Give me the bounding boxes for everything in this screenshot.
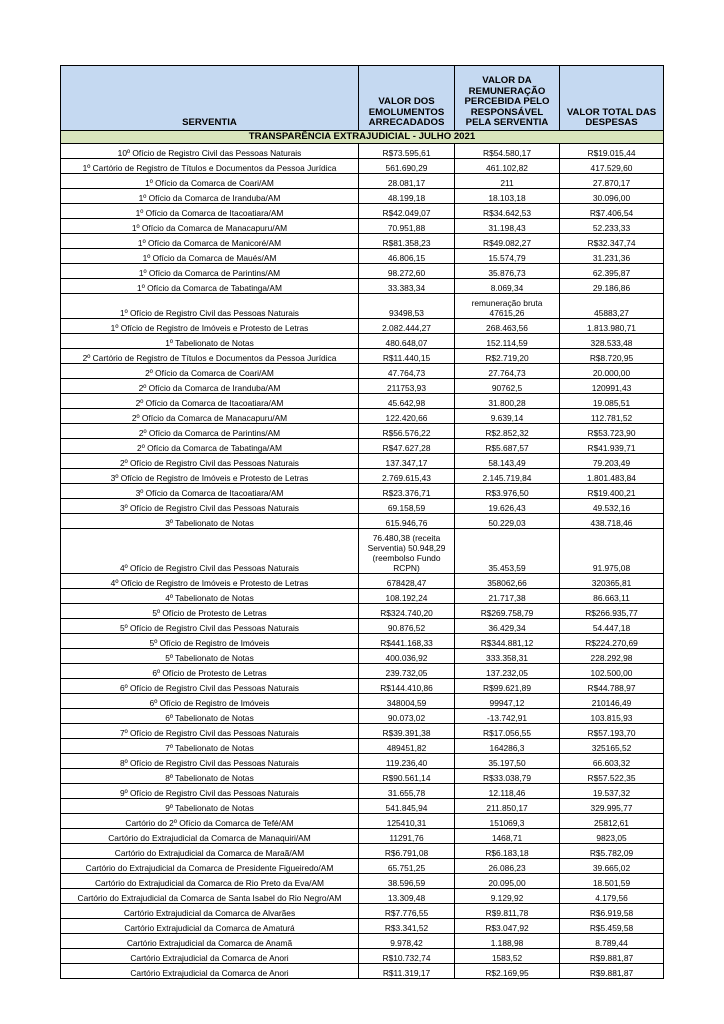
cell-remuneracao: 1.188,98 (455, 934, 560, 949)
cell-remuneracao: 19.626,43 (455, 499, 560, 514)
cell-remuneracao: 1583,52 (455, 949, 560, 964)
table-row (61, 364, 664, 379)
header-despesas: VALOR TOTAL DAS DESPESAS (560, 66, 664, 131)
table-row (61, 379, 664, 394)
cell-serventia: Cartório Extrajudicial da Comarca de Anori (61, 949, 359, 964)
cell-despesas: R$57.522,35 (560, 769, 664, 784)
cell-emolumentos: 31.655,78 (359, 784, 455, 799)
cell-remuneracao: 137.232,05 (455, 664, 560, 679)
cell-despesas: 210146,49 (560, 694, 664, 709)
cell-serventia: Cartório Extrajudicial da Comarca de Amaturá (61, 919, 359, 934)
table-row (61, 424, 664, 439)
table-row (61, 919, 664, 934)
cell-emolumentos: R$11.319,17 (359, 964, 455, 979)
cell-despesas: 120991,43 (560, 379, 664, 394)
cell-remuneracao: 31.198,43 (455, 219, 560, 234)
table-row (61, 664, 664, 679)
cell-emolumentos: R$81.358,23 (359, 234, 455, 249)
cell-remuneracao: 1468,71 (455, 829, 560, 844)
cell-emolumentos: 489451,82 (359, 739, 455, 754)
cell-emolumentos: R$10.732,74 (359, 949, 455, 964)
table-row (61, 174, 664, 189)
cell-serventia: 6º Tabelionato de Notas (61, 709, 359, 724)
cell-despesas: R$32.347,74 (560, 234, 664, 249)
cell-emolumentos: 137.347,17 (359, 454, 455, 469)
cell-remuneracao: 9.639,14 (455, 409, 560, 424)
table-row (61, 784, 664, 799)
cell-emolumentos: R$3.341,52 (359, 919, 455, 934)
cell-remuneracao: -13.742,91 (455, 709, 560, 724)
cell-despesas: 325165,52 (560, 739, 664, 754)
cell-emolumentos: R$7.776,55 (359, 904, 455, 919)
table-row (61, 739, 664, 754)
cell-serventia: 2º Ofício de Registro Civil das Pessoas Naturais (61, 454, 359, 469)
cell-serventia: Cartório do Extrajudicial da Comarca de Presidente Figueiredo/AM (61, 859, 359, 874)
cell-remuneracao: 27.764,73 (455, 364, 560, 379)
cell-serventia: 1º Ofício da Comarca de Coari/AM (61, 174, 359, 189)
table-row (61, 264, 664, 279)
cell-emolumentos: 678428,47 (359, 574, 455, 589)
table-row (61, 469, 664, 484)
cell-remuneracao: 8.069,34 (455, 279, 560, 294)
cell-emolumentos: 125410,31 (359, 814, 455, 829)
cell-remuneracao: 20.095,00 (455, 874, 560, 889)
cell-despesas: 52.233,33 (560, 219, 664, 234)
cell-emolumentos: R$73.595,61 (359, 144, 455, 159)
table-row (61, 514, 664, 529)
cell-emolumentos: 122.420,66 (359, 409, 455, 424)
cell-despesas: 19.537,32 (560, 784, 664, 799)
table-row (61, 814, 664, 829)
cell-serventia: 8º Tabelionato de Notas (61, 769, 359, 784)
cell-emolumentos: 47.764,73 (359, 364, 455, 379)
cell-remuneracao: R$2.852,32 (455, 424, 560, 439)
cell-despesas: R$19.400,21 (560, 484, 664, 499)
header-remuneracao: VALOR DA REMUNERAÇÃO PERCEBIDA PELO RESPONSÁVEL PELA SERVENTIA (455, 66, 560, 131)
cell-remuneracao: R$9.811,78 (455, 904, 560, 919)
cell-emolumentos: 541.845,94 (359, 799, 455, 814)
cell-remuneracao: R$6.183,18 (455, 844, 560, 859)
cell-remuneracao: 2.145.719,84 (455, 469, 560, 484)
cell-despesas: 320365,81 (560, 574, 664, 589)
cell-serventia: 10º Ofício de Registro Civil das Pessoas Naturais (61, 144, 359, 159)
cell-serventia: Cartório do Extrajudicial da Comarca de Rio Preto da Eva/AM (61, 874, 359, 889)
header-serventia: SERVENTIA (61, 66, 359, 131)
cell-despesas: R$224.270,69 (560, 634, 664, 649)
cell-serventia: 8º Ofício de Registro Civil das Pessoas Naturais (61, 754, 359, 769)
cell-remuneracao: 151069,3 (455, 814, 560, 829)
cell-despesas: R$8.720,95 (560, 349, 664, 364)
cell-emolumentos: 46.806,15 (359, 249, 455, 264)
cell-remuneracao: 35.876,73 (455, 264, 560, 279)
cell-remuneracao: 21.717,38 (455, 589, 560, 604)
cell-despesas: 86.663,11 (560, 589, 664, 604)
table-row (61, 234, 664, 249)
table-row (61, 859, 664, 874)
cell-emolumentos: 348004,59 (359, 694, 455, 709)
cell-emolumentos: 70.951,88 (359, 219, 455, 234)
cell-despesas: 1.813.980,71 (560, 319, 664, 334)
cell-remuneracao: 268.463,56 (455, 319, 560, 334)
cell-despesas: 29.186,86 (560, 279, 664, 294)
cell-despesas: 54.447,18 (560, 619, 664, 634)
table-row (61, 499, 664, 514)
cell-despesas: R$9.881,87 (560, 964, 664, 979)
cell-emolumentos: R$11.440,15 (359, 349, 455, 364)
cell-serventia: 6º Ofício de Protesto de Letras (61, 664, 359, 679)
cell-serventia: 7º Tabelionato de Notas (61, 739, 359, 754)
cell-serventia: Cartório do Extrajudicial da Comarca de Manaquiri/AM (61, 829, 359, 844)
cell-remuneracao: 9.129,92 (455, 889, 560, 904)
cell-emolumentos: 48.199,18 (359, 189, 455, 204)
cell-serventia: 1º Ofício da Comarca de Parintins/AM (61, 264, 359, 279)
header-emolumentos: VALOR DOS EMOLUMENTOS ARRECADADOS (359, 66, 455, 131)
table-row (61, 709, 664, 724)
cell-despesas: 1.801.483,84 (560, 469, 664, 484)
cell-serventia: 1º Ofício da Comarca de Manacapuru/AM (61, 219, 359, 234)
cell-emolumentos: R$42.049,07 (359, 204, 455, 219)
cell-despesas: R$5.782,09 (560, 844, 664, 859)
cell-emolumentos: 2.769.615,43 (359, 469, 455, 484)
table-row (61, 454, 664, 469)
cell-serventia: 3º Ofício de Registro Civil das Pessoas Naturais (61, 499, 359, 514)
cell-serventia: 1º Ofício da Comarca de Iranduba/AM (61, 189, 359, 204)
cell-remuneracao: 358062,66 (455, 574, 560, 589)
cell-despesas: R$5.459,58 (560, 919, 664, 934)
table-row (61, 319, 664, 334)
cell-remuneracao: 58.143,49 (455, 454, 560, 469)
cell-despesas: R$41.939,71 (560, 439, 664, 454)
cell-serventia: 4º Ofício de Registro Civil das Pessoas Naturais (61, 529, 359, 574)
cell-despesas: 8.789,44 (560, 934, 664, 949)
cell-serventia: 9º Tabelionato de Notas (61, 799, 359, 814)
cell-remuneracao: R$34.642,53 (455, 204, 560, 219)
table-row (61, 724, 664, 739)
cell-emolumentos: 211753,93 (359, 379, 455, 394)
cell-emolumentos: 33.383,34 (359, 279, 455, 294)
cell-despesas: 45883,27 (560, 294, 664, 319)
cell-serventia: 2º Ofício da Comarca de Manacapuru/AM (61, 409, 359, 424)
cell-emolumentos: 28.081,17 (359, 174, 455, 189)
table-row (61, 634, 664, 649)
cell-serventia: 5º Tabelionato de Notas (61, 649, 359, 664)
cell-despesas: R$53.723,90 (560, 424, 664, 439)
cell-serventia: Cartório do 2º Ofício da Comarca de Tefé/AM (61, 814, 359, 829)
table-row (61, 769, 664, 784)
cell-despesas: 328.533,48 (560, 334, 664, 349)
cell-despesas: 27.870,17 (560, 174, 664, 189)
cell-emolumentos: 69.158,59 (359, 499, 455, 514)
table-row (61, 874, 664, 889)
table-row (61, 619, 664, 634)
cell-serventia: 9º Ofício de Registro Civil das Pessoas Naturais (61, 784, 359, 799)
cell-remuneracao: 35.453,59 (455, 529, 560, 574)
cell-emolumentos: R$441.168,33 (359, 634, 455, 649)
cell-remuneracao: R$49.082,27 (455, 234, 560, 249)
cell-remuneracao: 18.103,18 (455, 189, 560, 204)
cell-remuneracao: 99947,12 (455, 694, 560, 709)
table-row (61, 964, 664, 979)
cell-serventia: 1º Ofício de Registro Civil das Pessoas Naturais (61, 294, 359, 319)
cell-despesas: 4.179,56 (560, 889, 664, 904)
cell-emolumentos: R$47.627,28 (359, 439, 455, 454)
cell-emolumentos: 13.309,48 (359, 889, 455, 904)
cell-serventia: 1º Tabelionato de Notas (61, 334, 359, 349)
cell-despesas: 62.395,87 (560, 264, 664, 279)
cell-remuneracao: 152.114,59 (455, 334, 560, 349)
table-row (61, 604, 664, 619)
cell-remuneracao: 333.358,31 (455, 649, 560, 664)
cell-despesas: R$19.015,44 (560, 144, 664, 159)
cell-serventia: 2º Ofício da Comarca de Itacoatiara/AM (61, 394, 359, 409)
table-row (61, 484, 664, 499)
cell-remuneracao: 35.197,50 (455, 754, 560, 769)
cell-despesas: 30.096,00 (560, 189, 664, 204)
table-row (61, 249, 664, 264)
cell-despesas: 18.501,59 (560, 874, 664, 889)
table-row (61, 694, 664, 709)
cell-emolumentos: R$90.561,14 (359, 769, 455, 784)
cell-emolumentos: 119.236,40 (359, 754, 455, 769)
cell-serventia: Cartório Extrajudicial da Comarca de Anori (61, 964, 359, 979)
cell-remuneracao: 36.429,34 (455, 619, 560, 634)
cell-emolumentos: 480.648,07 (359, 334, 455, 349)
cell-remuneracao: R$33.038,79 (455, 769, 560, 784)
transparency-sheet (60, 65, 663, 979)
table-row (61, 934, 664, 949)
cell-emolumentos: 76.480,38 (receita Serventia) 50.948,29 (reembolso Fundo RCPN) (359, 529, 455, 574)
cell-remuneracao: 211.850,17 (455, 799, 560, 814)
cell-emolumentos: 561.690,29 (359, 159, 455, 174)
cell-serventia: 3º Tabelionato de Notas (61, 514, 359, 529)
cell-despesas: 20.000,00 (560, 364, 664, 379)
cell-emolumentos: 93498,53 (359, 294, 455, 319)
cell-emolumentos: 108.192,24 (359, 589, 455, 604)
cell-serventia: 1º Cartório de Registro de Títulos e Documentos da Pessoa Jurídica (61, 159, 359, 174)
cell-remuneracao: R$2.719,20 (455, 349, 560, 364)
cell-emolumentos: 98.272,60 (359, 264, 455, 279)
cell-serventia: 1º Ofício da Comarca de Maués/AM (61, 249, 359, 264)
cell-emolumentos: 11291,76 (359, 829, 455, 844)
cell-remuneracao: 31.800,28 (455, 394, 560, 409)
cell-despesas: 417.529,60 (560, 159, 664, 174)
cell-emolumentos: 9.978,42 (359, 934, 455, 949)
cell-despesas: R$266.935,77 (560, 604, 664, 619)
table-row (61, 349, 664, 364)
cell-remuneracao: R$3.976,50 (455, 484, 560, 499)
cell-remuneracao: 15.574,79 (455, 249, 560, 264)
cell-remuneracao: R$99.621,89 (455, 679, 560, 694)
cell-serventia: 4º Ofício de Registro de Imóveis e Protesto de Letras (61, 574, 359, 589)
cell-serventia: 6º Ofício de Registro Civil das Pessoas Naturais (61, 679, 359, 694)
header-row (61, 66, 664, 131)
cell-serventia: 4º Tabelionato de Notas (61, 589, 359, 604)
cell-serventia: 3º Ofício de Registro de Imóveis e Protesto de Letras (61, 469, 359, 484)
cell-despesas: 31.231,36 (560, 249, 664, 264)
cell-despesas: 438.718,46 (560, 514, 664, 529)
cell-remuneracao: R$17.056,55 (455, 724, 560, 739)
cell-emolumentos: R$144.410,86 (359, 679, 455, 694)
cell-despesas: R$57.193,70 (560, 724, 664, 739)
table-row (61, 889, 664, 904)
table-row (61, 409, 664, 424)
cell-emolumentos: 90.876,52 (359, 619, 455, 634)
cell-emolumentos: 65.751,25 (359, 859, 455, 874)
cell-remuneracao: R$3.047,92 (455, 919, 560, 934)
cell-despesas: 39.665,02 (560, 859, 664, 874)
cell-remuneracao: 90762,5 (455, 379, 560, 394)
cell-emolumentos: R$324.740,20 (359, 604, 455, 619)
cell-despesas: R$7.406,54 (560, 204, 664, 219)
table-row (61, 439, 664, 454)
cell-remuneracao: R$5.687,57 (455, 439, 560, 454)
cell-remuneracao: remuneração bruta 47615,26 (455, 294, 560, 319)
table-row (61, 294, 664, 319)
table-row (61, 159, 664, 174)
cell-emolumentos: 239.732,05 (359, 664, 455, 679)
cell-serventia: Cartório do Extrajudicial da Comarca de Maraã/AM (61, 844, 359, 859)
cell-despesas: 112.781,52 (560, 409, 664, 424)
table-row (61, 279, 664, 294)
table-row (61, 754, 664, 769)
cell-serventia: Cartório Extrajudicial da Comarca de Anamã (61, 934, 359, 949)
cell-emolumentos: 400.036,92 (359, 649, 455, 664)
cell-serventia: 7º Ofício de Registro Civil das Pessoas Naturais (61, 724, 359, 739)
table-row (61, 679, 664, 694)
cell-despesas: 102.500,00 (560, 664, 664, 679)
cell-remuneracao: R$269.758,79 (455, 604, 560, 619)
cell-serventia: 2º Ofício da Comarca de Tabatinga/AM (61, 439, 359, 454)
cell-emolumentos: 90.073,02 (359, 709, 455, 724)
cell-despesas: 25812,61 (560, 814, 664, 829)
cell-emolumentos: 38.596,59 (359, 874, 455, 889)
cell-despesas: 9823,05 (560, 829, 664, 844)
cell-remuneracao: 12.118,46 (455, 784, 560, 799)
table-row (61, 799, 664, 814)
cell-despesas: 228.292,98 (560, 649, 664, 664)
table-row (61, 394, 664, 409)
transparency-table (60, 65, 664, 979)
table-row (61, 204, 664, 219)
cell-emolumentos: 615.946,76 (359, 514, 455, 529)
cell-remuneracao: 50.229,03 (455, 514, 560, 529)
cell-despesas: 329.995,77 (560, 799, 664, 814)
table-row (61, 844, 664, 859)
cell-serventia: 5º Ofício de Protesto de Letras (61, 604, 359, 619)
cell-serventia: 1º Ofício de Registro de Imóveis e Protesto de Letras (61, 319, 359, 334)
cell-serventia: 2º Ofício da Comarca de Coari/AM (61, 364, 359, 379)
cell-despesas: 79.203,49 (560, 454, 664, 469)
cell-despesas: 66.603,32 (560, 754, 664, 769)
cell-despesas: R$44.788,97 (560, 679, 664, 694)
cell-emolumentos: R$6.791,08 (359, 844, 455, 859)
cell-despesas: 103.815,93 (560, 709, 664, 724)
cell-serventia: 5º Ofício de Registro Civil das Pessoas Naturais (61, 619, 359, 634)
cell-serventia: 1º Ofício da Comarca de Itacoatiara/AM (61, 204, 359, 219)
cell-remuneracao: 211 (455, 174, 560, 189)
cell-despesas: 91.975,08 (560, 529, 664, 574)
cell-remuneracao: R$344.881,12 (455, 634, 560, 649)
cell-serventia: Cartório Extrajudicial da Comarca de Alvarães (61, 904, 359, 919)
table-row (61, 529, 664, 574)
cell-emolumentos: 45.642,98 (359, 394, 455, 409)
cell-despesas: R$6.919,58 (560, 904, 664, 919)
cell-serventia: 1º Ofício da Comarca de Tabatinga/AM (61, 279, 359, 294)
cell-emolumentos: R$39.391,38 (359, 724, 455, 739)
table-row (61, 904, 664, 919)
table-row (61, 949, 664, 964)
cell-despesas: 19.085,51 (560, 394, 664, 409)
table-row (61, 334, 664, 349)
table-row (61, 219, 664, 234)
cell-serventia: 2º Ofício da Comarca de Parintins/AM (61, 424, 359, 439)
table-row (61, 829, 664, 844)
banner-row (61, 131, 664, 144)
cell-serventia: 1º Ofício da Comarca de Manicoré/AM (61, 234, 359, 249)
cell-serventia: 6º Ofício de Registro de Imóveis (61, 694, 359, 709)
cell-serventia: Cartório do Extrajudicial da Comarca de Santa Isabel do Rio Negro/AM (61, 889, 359, 904)
cell-remuneracao: 26.086,23 (455, 859, 560, 874)
cell-remuneracao: 461.102,82 (455, 159, 560, 174)
table-row (61, 589, 664, 604)
cell-emolumentos: R$23.376,71 (359, 484, 455, 499)
cell-serventia: 2º Cartório de Registro de Títulos e Documentos da Pessoa Jurídica (61, 349, 359, 364)
cell-serventia: 2º Ofício da Comarca de Iranduba/AM (61, 379, 359, 394)
cell-remuneracao: R$54.580,17 (455, 144, 560, 159)
cell-remuneracao: R$2.169,95 (455, 964, 560, 979)
banner-title: TRANSPARÊNCIA EXTRAJUDICIAL - JULHO 2021 (61, 131, 664, 144)
table-row (61, 189, 664, 204)
cell-despesas: R$9.881,87 (560, 949, 664, 964)
cell-remuneracao: 164286,3 (455, 739, 560, 754)
table-row (61, 144, 664, 159)
cell-emolumentos: R$56.576,22 (359, 424, 455, 439)
table-row (61, 649, 664, 664)
cell-despesas: 49.532,16 (560, 499, 664, 514)
cell-emolumentos: 2.082.444,27 (359, 319, 455, 334)
cell-serventia: 5º Ofício de Registro de Imóveis (61, 634, 359, 649)
table-row (61, 574, 664, 589)
cell-serventia: 3º Ofício da Comarca de Itacoatiara/AM (61, 484, 359, 499)
